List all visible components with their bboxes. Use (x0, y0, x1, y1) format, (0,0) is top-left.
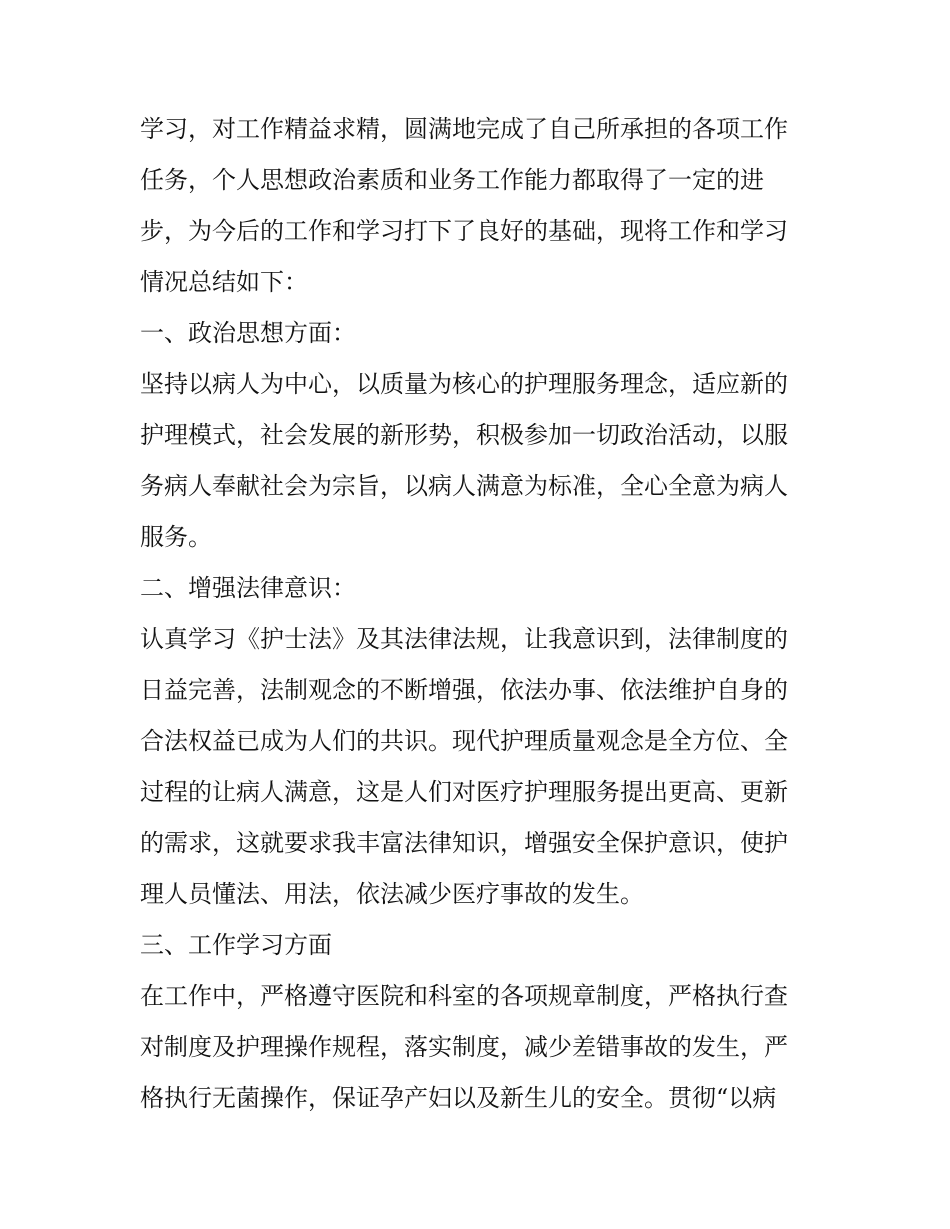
section-heading: 三、工作学习方面 (140, 931, 332, 959)
section-heading: 一、政治思想方面： (140, 319, 356, 347)
text-line: 任务，个人思想政治素质和业务工作能力都取得了一定的进 (140, 166, 764, 194)
text-line: 学习，对工作精益求精，圆满地完成了自己所承担的各项工作 (140, 115, 788, 143)
text-line: 情况总结如下： (140, 268, 308, 296)
text-line: 服务。 (140, 523, 212, 551)
text-line: 务病人奉献社会为宗旨，以病人满意为标准，全心全意为病人 (140, 472, 788, 500)
text-line: 对制度及护理操作规程，落实制度，减少差错事故的发生，严 (140, 1033, 788, 1061)
text-line: 日益完善，法制观念的不断增强，依法办事、依法维护自身的 (140, 676, 788, 704)
text-line: 认真学习《护士法》及其法律法规，让我意识到，法律制度的 (140, 625, 788, 653)
text-line: 合法权益已成为人们的共识。现代护理质量观念是全方位、全 (140, 727, 788, 755)
text-line: 护理模式，社会发展的新形势，积极参加一切政治活动，以服 (140, 421, 788, 449)
text-line: 过程的让病人满意，这是人们对医疗护理服务提出更高、更新 (140, 778, 788, 806)
text-line: 步，为今后的工作和学习打下了良好的基础，现将工作和学习 (140, 217, 788, 245)
text-line: 格执行无菌操作，保证孕产妇以及新生儿的安全。贯彻“以病 (140, 1084, 777, 1112)
text-line: 理人员懂法、用法，依法减少医疗事故的发生。 (140, 880, 644, 908)
document-body (140, 104, 820, 1124)
section-heading: 二、增强法律意识： (140, 574, 356, 602)
text-line: 在工作中，严格遵守医院和科室的各项规章制度，严格执行查 (140, 982, 788, 1010)
text-line: 的需求，这就要求我丰富法律知识，增强安全保护意识，使护 (140, 829, 788, 857)
text-line: 坚持以病人为中心，以质量为核心的护理服务理念，适应新的 (140, 370, 788, 398)
